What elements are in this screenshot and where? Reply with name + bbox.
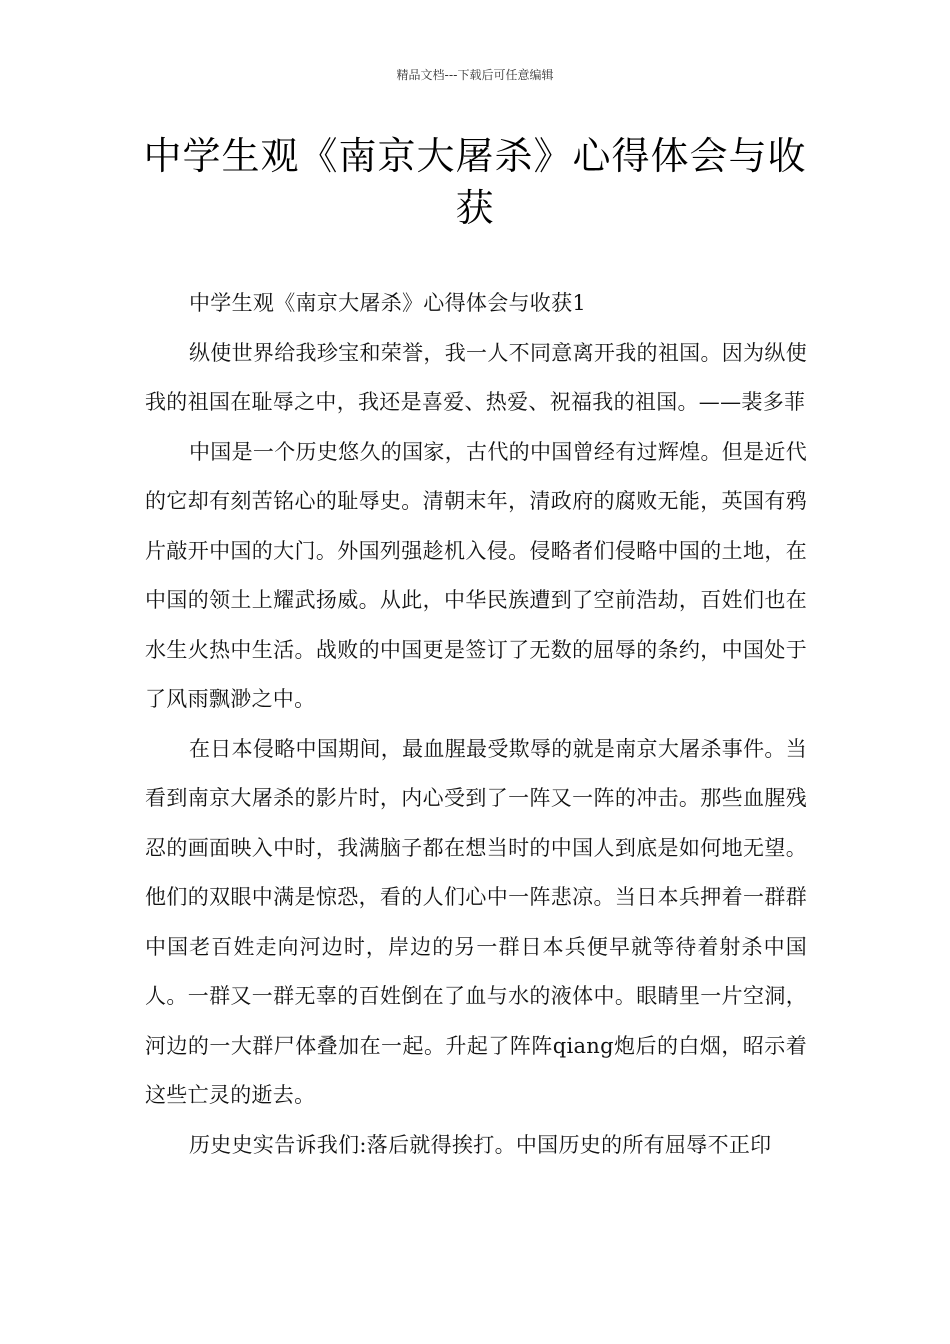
subtitle-paragraph: 中学生观《南京大屠杀》心得体会与收获1 — [189, 291, 587, 315]
document-title: 中学生观《南京大屠杀》心得体会与收获 — [143, 134, 807, 230]
header-note: 精品文档---下载后可任意编辑 — [396, 68, 554, 82]
lesson-paragraph: 历史史实告诉我们:落后就得挨打。中国历史的所有屈辱不正印 — [189, 1132, 772, 1157]
document-body — [145, 279, 807, 1170]
massacre-paragraph: 在日本侵略中国期间，最血腥最受欺辱的就是南京大屠杀事件。当看到南京大屠杀的影片时，内心受到了一阵又一阵的冲击。那些血腥残忍的画面映入中时，我满脑子都在想当时的中国人到底是如何地无望。他们的双眼中满是惊恐，看的人们心中一阵悲凉。当日本兵押着一群群中国老百姓走向河边时，岸边的另一群日本兵便早就等待着射杀中国人。一群又一群无辜的百姓倒在了血与水的液体中。眼睛里一片空洞，河边的一大群尸体叠加在一起。升起了阵阵qiang炮后的白烟，昭示着这些亡灵的逝去。 — [145, 736, 807, 1107]
history-paragraph: 中国是一个历史悠久的国家，古代的中国曾经有过辉煌。但是近代的它却有刻苦铭心的耻辱史。清朝末年，清政府的腐败无能，英国有鸦片敲开中国的大门。外国列强趁机入侵。侵略者们侵略中国的土地，在中国的领土上耀武扬威。从此，中华民族遭到了空前浩劫，百姓们也在水生火热中生活。战败的中国更是签订了无数的屈辱的条约，中国处于了风雨飘渺之中。 — [145, 439, 807, 711]
quote-paragraph: 纵使世界给我珍宝和荣誉，我一人不同意离开我的祖国。因为纵使我的祖国在耻辱之中，我还是喜爱、热爱、祝福我的祖国。——裴多菲 — [145, 340, 807, 414]
